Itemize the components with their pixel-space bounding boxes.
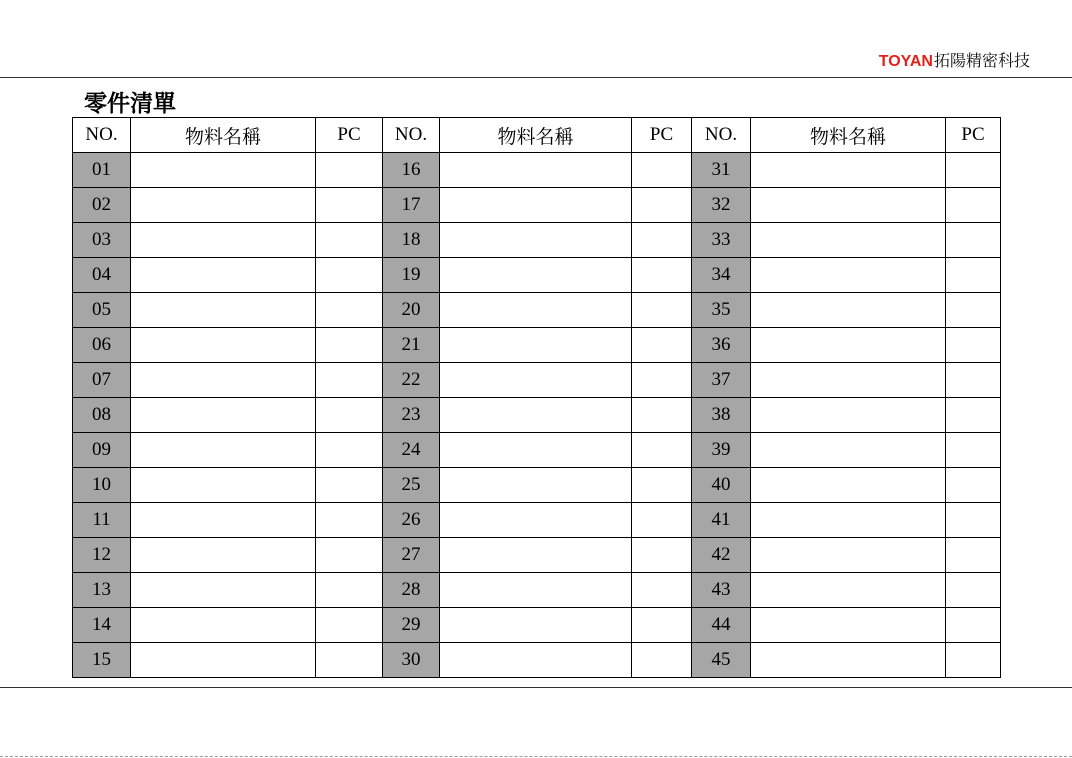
item-number-cell: 31	[692, 153, 751, 188]
item-number-cell: 33	[692, 223, 751, 258]
item-number-cell: 39	[692, 433, 751, 468]
pc-cell[interactable]	[632, 503, 692, 538]
material-name-cell[interactable]	[440, 573, 632, 608]
item-number-cell: 01	[73, 153, 131, 188]
pc-cell[interactable]	[632, 608, 692, 643]
material-name-cell[interactable]	[751, 398, 946, 433]
table-row	[73, 538, 1001, 573]
table-row	[73, 608, 1001, 643]
item-number-cell: 22	[383, 363, 440, 398]
item-number-cell: 07	[73, 363, 131, 398]
item-number-cell: 17	[383, 188, 440, 223]
item-number-cell: 42	[692, 538, 751, 573]
material-name-cell[interactable]	[131, 503, 316, 538]
material-name-cell[interactable]	[131, 433, 316, 468]
pc-cell[interactable]	[632, 258, 692, 293]
pc-cell[interactable]	[632, 573, 692, 608]
table-row	[73, 433, 1001, 468]
item-number-cell: 19	[383, 258, 440, 293]
material-name-cell[interactable]	[131, 153, 316, 188]
parts-list-table	[72, 117, 1001, 678]
company-logo	[879, 52, 1030, 72]
pc-cell[interactable]	[316, 503, 383, 538]
pc-cell[interactable]	[632, 223, 692, 258]
material-name-cell[interactable]	[131, 573, 316, 608]
item-number-cell: 15	[73, 643, 131, 678]
header-material-name: 物料名稱	[440, 118, 632, 153]
material-name-cell[interactable]	[751, 538, 946, 573]
table-header-row	[73, 118, 1001, 153]
material-name-cell[interactable]	[440, 433, 632, 468]
table-row	[73, 573, 1001, 608]
material-name-cell[interactable]	[751, 433, 946, 468]
pc-cell[interactable]	[316, 538, 383, 573]
pc-cell[interactable]	[316, 398, 383, 433]
pc-cell[interactable]	[946, 398, 1001, 433]
material-name-cell[interactable]	[131, 608, 316, 643]
header-no: NO.	[692, 118, 751, 153]
material-name-cell[interactable]	[440, 398, 632, 433]
material-name-cell[interactable]	[440, 153, 632, 188]
pc-cell[interactable]	[316, 223, 383, 258]
item-number-cell: 03	[73, 223, 131, 258]
material-name-cell[interactable]	[751, 363, 946, 398]
pc-cell[interactable]	[946, 503, 1001, 538]
material-name-cell[interactable]	[131, 293, 316, 328]
item-number-cell: 05	[73, 293, 131, 328]
material-name-cell[interactable]	[131, 538, 316, 573]
item-number-cell: 09	[73, 433, 131, 468]
pc-cell[interactable]	[946, 433, 1001, 468]
item-number-cell: 24	[383, 433, 440, 468]
pc-cell[interactable]	[632, 433, 692, 468]
pc-cell[interactable]	[632, 643, 692, 678]
pc-cell[interactable]	[632, 328, 692, 363]
pc-cell[interactable]	[632, 468, 692, 503]
pc-cell[interactable]	[946, 363, 1001, 398]
pc-cell[interactable]	[316, 293, 383, 328]
page-edge-dashed-line	[0, 756, 1072, 757]
pc-cell[interactable]	[946, 468, 1001, 503]
item-number-cell: 36	[692, 328, 751, 363]
footer-divider	[0, 687, 1072, 688]
pc-cell[interactable]	[316, 433, 383, 468]
pc-cell[interactable]	[946, 573, 1001, 608]
pc-cell[interactable]	[316, 468, 383, 503]
table-row	[73, 223, 1001, 258]
header-material-name: 物料名稱	[751, 118, 946, 153]
pc-cell[interactable]	[632, 293, 692, 328]
item-number-cell: 16	[383, 153, 440, 188]
table-row	[73, 398, 1001, 433]
item-number-cell: 40	[692, 468, 751, 503]
material-name-cell[interactable]	[440, 503, 632, 538]
material-name-cell[interactable]	[440, 293, 632, 328]
material-name-cell[interactable]	[751, 153, 946, 188]
item-number-cell: 37	[692, 363, 751, 398]
material-name-cell[interactable]	[440, 188, 632, 223]
company-name-en: TOYAN	[878, 53, 933, 70]
material-name-cell[interactable]	[751, 188, 946, 223]
item-number-cell: 43	[692, 573, 751, 608]
material-name-cell[interactable]	[440, 643, 632, 678]
header-no: NO.	[73, 118, 131, 153]
item-number-cell: 44	[692, 608, 751, 643]
header-pc: PC	[316, 118, 383, 153]
material-name-cell[interactable]	[751, 223, 946, 258]
pc-cell[interactable]	[316, 643, 383, 678]
pc-cell[interactable]	[946, 223, 1001, 258]
table-row	[73, 643, 1001, 678]
table-row	[73, 363, 1001, 398]
pc-cell[interactable]	[632, 538, 692, 573]
pc-cell[interactable]	[632, 153, 692, 188]
header-pc: PC	[632, 118, 692, 153]
item-number-cell: 41	[692, 503, 751, 538]
pc-cell[interactable]	[946, 258, 1001, 293]
item-number-cell: 11	[73, 503, 131, 538]
material-name-cell[interactable]	[751, 328, 946, 363]
table-row	[73, 188, 1001, 223]
item-number-cell: 34	[692, 258, 751, 293]
table-row	[73, 468, 1001, 503]
item-number-cell: 27	[383, 538, 440, 573]
pc-cell[interactable]	[316, 258, 383, 293]
pc-cell[interactable]	[632, 363, 692, 398]
pc-cell[interactable]	[946, 188, 1001, 223]
item-number-cell: 18	[383, 223, 440, 258]
material-name-cell[interactable]	[440, 608, 632, 643]
pc-cell[interactable]	[316, 328, 383, 363]
material-name-cell[interactable]	[131, 188, 316, 223]
item-number-cell: 12	[73, 538, 131, 573]
pc-cell[interactable]	[316, 188, 383, 223]
pc-cell[interactable]	[946, 608, 1001, 643]
item-number-cell: 14	[73, 608, 131, 643]
table-row	[73, 328, 1001, 363]
item-number-cell: 26	[383, 503, 440, 538]
item-number-cell: 35	[692, 293, 751, 328]
material-name-cell[interactable]	[131, 223, 316, 258]
pc-cell[interactable]	[632, 398, 692, 433]
item-number-cell: 20	[383, 293, 440, 328]
item-number-cell: 30	[383, 643, 440, 678]
header-material-name: 物料名稱	[131, 118, 316, 153]
material-name-cell[interactable]	[440, 223, 632, 258]
material-name-cell[interactable]	[751, 503, 946, 538]
page-title: 零件清單	[84, 90, 176, 116]
table-row	[73, 503, 1001, 538]
item-number-cell: 06	[73, 328, 131, 363]
pc-cell[interactable]	[632, 188, 692, 223]
material-name-cell[interactable]	[131, 363, 316, 398]
table-row	[73, 153, 1001, 188]
item-number-cell: 13	[73, 573, 131, 608]
table-row	[73, 258, 1001, 293]
pc-cell[interactable]	[946, 538, 1001, 573]
material-name-cell[interactable]	[131, 258, 316, 293]
item-number-cell: 45	[692, 643, 751, 678]
material-name-cell[interactable]	[751, 643, 946, 678]
item-number-cell: 21	[383, 328, 440, 363]
item-number-cell: 29	[383, 608, 440, 643]
item-number-cell: 32	[692, 188, 751, 223]
parts-table-body	[73, 118, 1001, 678]
material-name-cell[interactable]	[440, 363, 632, 398]
material-name-cell[interactable]	[440, 328, 632, 363]
header-no: NO.	[383, 118, 440, 153]
material-name-cell[interactable]	[131, 398, 316, 433]
material-name-cell[interactable]	[440, 538, 632, 573]
pc-cell[interactable]	[316, 573, 383, 608]
header-pc: PC	[946, 118, 1001, 153]
item-number-cell: 10	[73, 468, 131, 503]
material-name-cell[interactable]	[131, 468, 316, 503]
pc-cell[interactable]	[946, 643, 1001, 678]
material-name-cell[interactable]	[440, 468, 632, 503]
material-name-cell[interactable]	[751, 258, 946, 293]
material-name-cell[interactable]	[131, 643, 316, 678]
pc-cell[interactable]	[946, 293, 1001, 328]
item-number-cell: 38	[692, 398, 751, 433]
pc-cell[interactable]	[316, 608, 383, 643]
table-row	[73, 293, 1001, 328]
item-number-cell: 02	[73, 188, 131, 223]
item-number-cell: 23	[383, 398, 440, 433]
material-name-cell[interactable]	[440, 258, 632, 293]
pc-cell[interactable]	[316, 153, 383, 188]
material-name-cell[interactable]	[131, 328, 316, 363]
item-number-cell: 04	[73, 258, 131, 293]
company-name-zh: 拓陽精密科技	[933, 53, 1030, 70]
item-number-cell: 25	[383, 468, 440, 503]
item-number-cell: 28	[383, 573, 440, 608]
material-name-cell[interactable]	[751, 573, 946, 608]
pc-cell[interactable]	[946, 153, 1001, 188]
pc-cell[interactable]	[946, 328, 1001, 363]
header-divider	[0, 77, 1072, 78]
item-number-cell: 08	[73, 398, 131, 433]
material-name-cell[interactable]	[751, 468, 946, 503]
pc-cell[interactable]	[316, 363, 383, 398]
material-name-cell[interactable]	[751, 608, 946, 643]
material-name-cell[interactable]	[751, 293, 946, 328]
